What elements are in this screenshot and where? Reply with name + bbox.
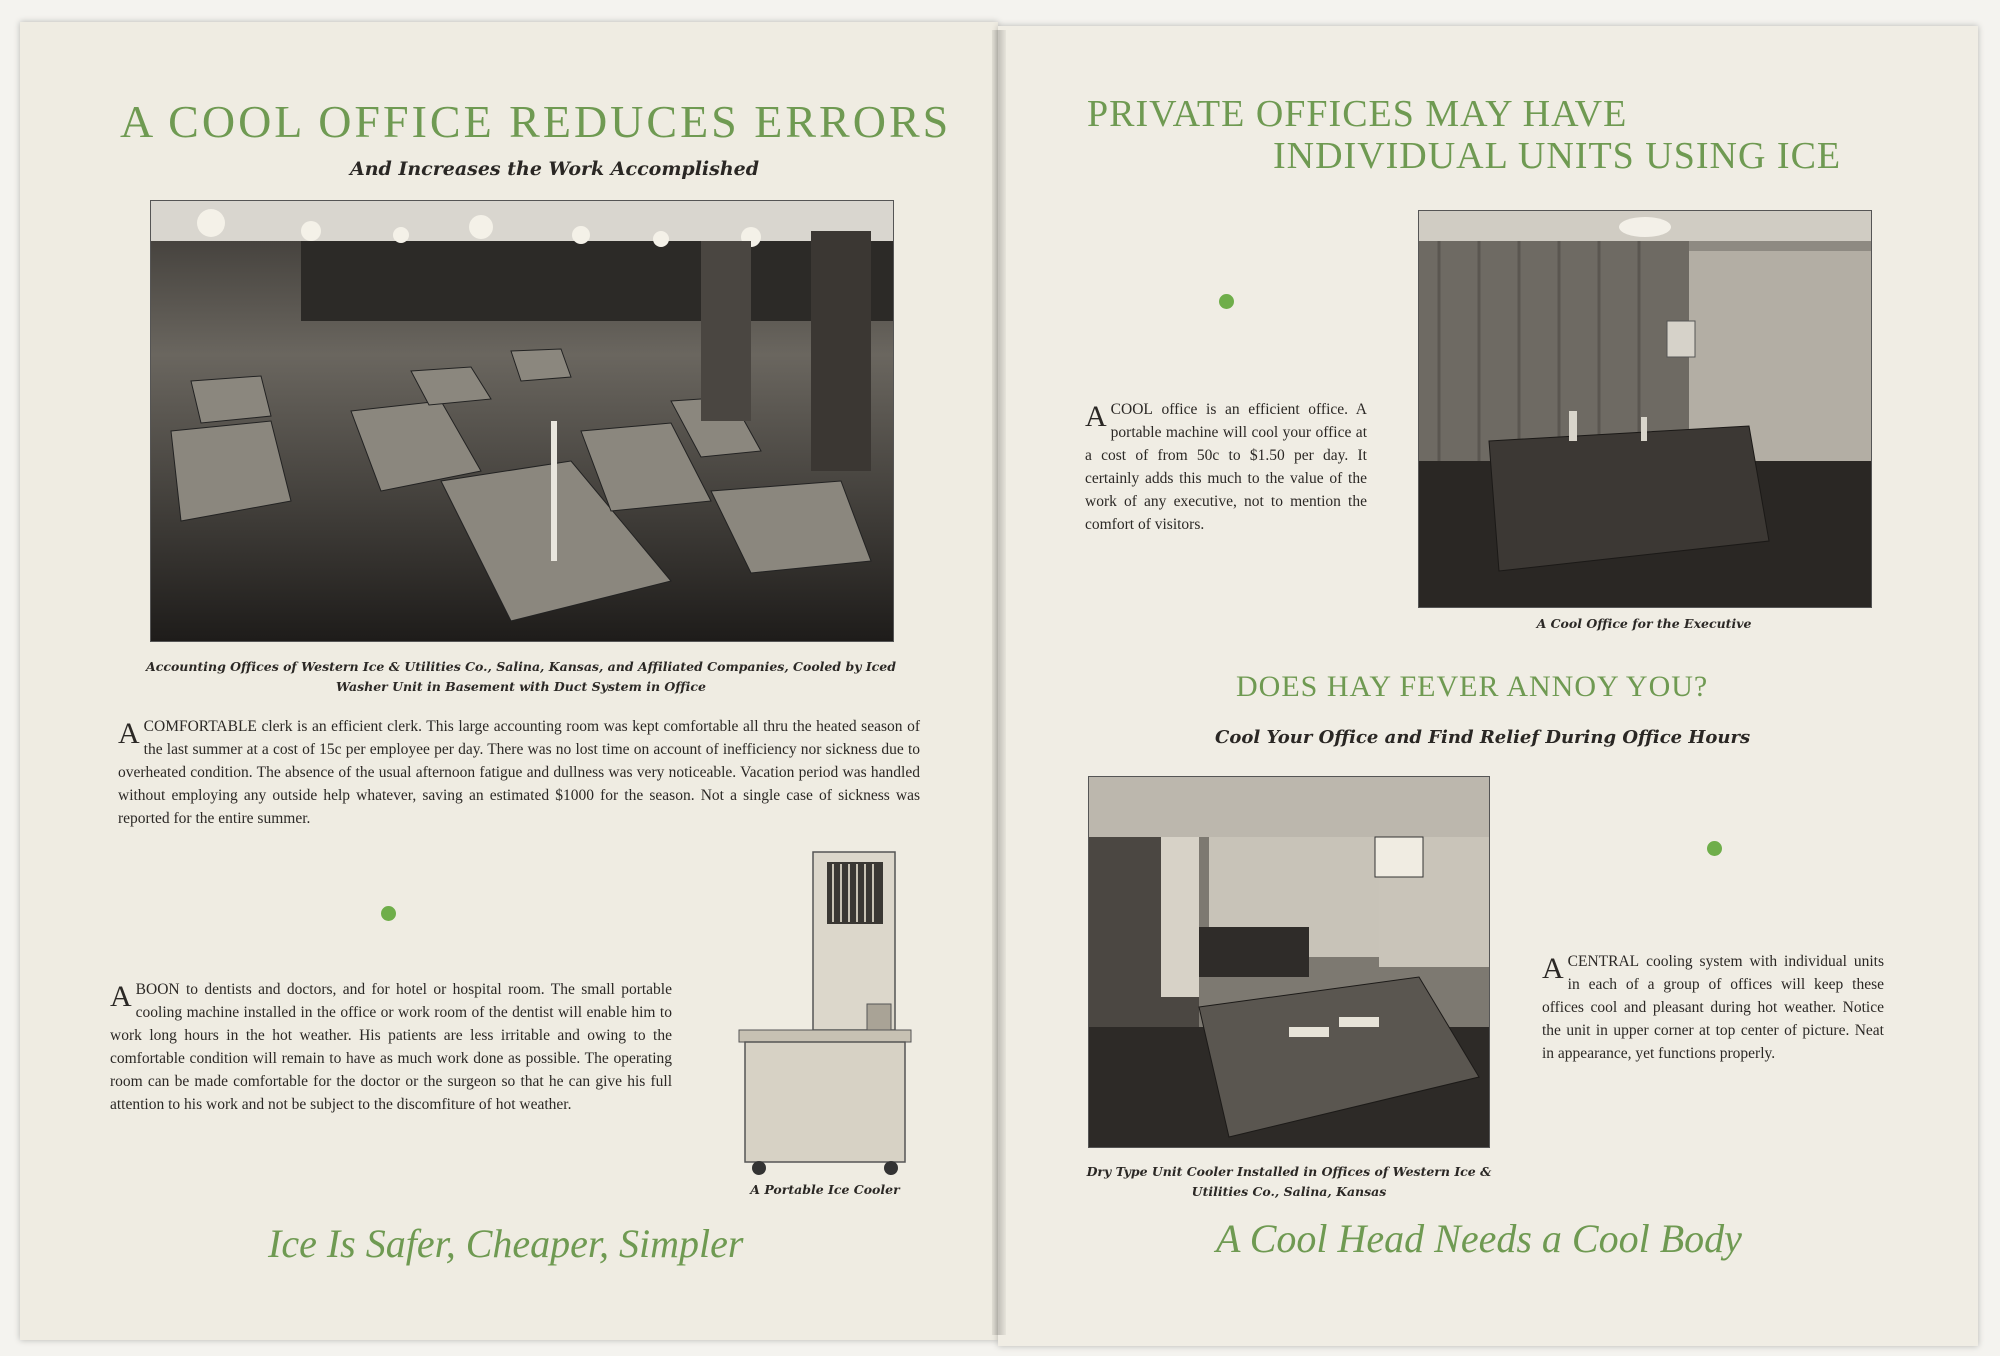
executive-office-photo: [1418, 210, 1872, 608]
left-slogan: Ice Is Safer, Cheaper, Simpler: [268, 1221, 744, 1266]
hay-fever-headline: DOES HAY FEVER ANNOY YOU?: [1236, 670, 1709, 703]
paragraph-text: office is an efficient office. A portable machine will cool your office at a cost of from 50c to $1.50 per day. It certainly adds this much to the value of the work of any executive, not to mention the comfort of visitors.: [1085, 401, 1367, 533]
right-paragraph-2: [1542, 950, 1884, 1065]
dropcap: A: [110, 980, 132, 1013]
lead-word: COOL: [1110, 401, 1153, 418]
green-bullet-dot-icon: [381, 906, 396, 921]
right-paragraph-1: [1085, 398, 1367, 536]
right-headline-line2: INDIVIDUAL UNITS USING ICE: [1273, 135, 1842, 177]
executive-photo-caption: A Cool Office for the Executive: [1536, 616, 1752, 631]
dry-type-cooler-office-photo: [1088, 776, 1490, 1148]
dropcap: A: [1085, 400, 1107, 433]
left-headline: A COOL OFFICE REDUCES ERRORS: [120, 96, 952, 147]
center-fold: [992, 30, 1006, 1335]
accounting-office-photo: [150, 200, 894, 642]
lead-word: CENTRAL: [1567, 953, 1640, 970]
portable-ice-cooler-image: [735, 850, 915, 1180]
dry-type-photo-caption: Dry Type Unit Cooler Installed in Offices of Western Ice & Utilities Co., Salina, Kansas: [1086, 1164, 1492, 1199]
dropcap: A: [118, 717, 140, 750]
cooler-caption: A Portable Ice Cooler: [750, 1182, 900, 1197]
left-subheadline: And Increases the Work Accomplished: [350, 158, 760, 180]
green-bullet-dot-icon: [1707, 841, 1722, 856]
right-headline-line1: PRIVATE OFFICES MAY HAVE: [1087, 93, 1628, 135]
accounting-photo-caption: Accounting Offices of Western Ice & Utilities Co., Salina, Kansas, and Affiliated Companies, Cooled by Iced Washer Unit in Basement with Duct System in Office: [146, 659, 896, 694]
lead-word: COMFORTABLE: [143, 718, 257, 735]
paragraph-text: clerk is an efficient clerk. This large accounting room was kept comfortable all thru the heated season of the last summer at a cost of 15c per employee per day. There was no lost time on account of inefficiency nor sickness due to overheated condition. The absence of the usual afternoon fatigue and dullness was very noticeable. Vacation period was handled without employing any outside help whatever, saving an estimated $1000 for the season. Not a single case of sickness was reported for the entire summer.: [118, 718, 920, 827]
hay-fever-subheadline: Cool Your Office and Find Relief During Office Hours: [1215, 727, 1751, 748]
left-paragraph-2: [110, 978, 672, 1116]
dropcap: A: [1542, 952, 1564, 985]
paragraph-text: cooling system with individual units in each of a group of offices will keep these offices cool and pleasant during hot weather. Notice the unit in upper corner at top center of picture. Neat in appearance, yet functions properly.: [1542, 953, 1884, 1062]
paragraph-text: to dentists and doctors, and for hotel or hospital room. The small portable cooling machine installed in the office or work room of the dentist will enable him to work long hours in the hot weather. His patients are less irritable and owing to the comfortable condition will remain to have as much work done as possible. The operating room can be made comfortable for the doctor or the surgeon so that he can give his full attention to his work and not be subject to the discomfiture of hot weather.: [110, 981, 672, 1113]
left-paragraph-1: [118, 715, 920, 830]
right-slogan: A Cool Head Needs a Cool Body: [1216, 1216, 1742, 1261]
green-bullet-dot-icon: [1219, 294, 1234, 309]
lead-word: BOON: [135, 981, 180, 998]
